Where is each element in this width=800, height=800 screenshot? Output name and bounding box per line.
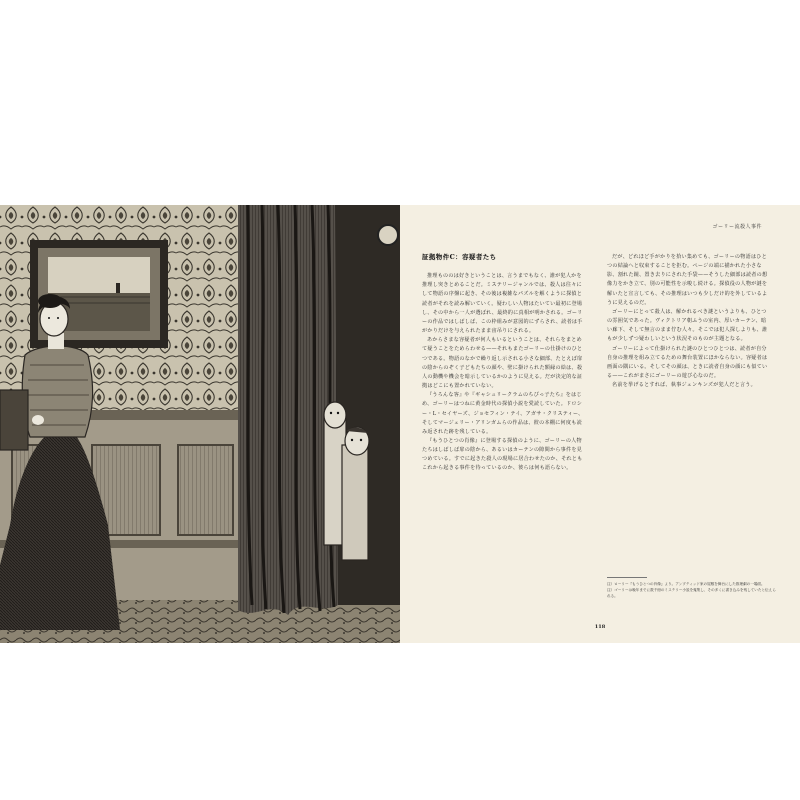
section-heading: 証拠物件C：容疑者たち xyxy=(422,253,497,261)
curtain xyxy=(238,205,338,615)
paragraph: だが、どれほど手がかりを拾い集めても、ゴーリーの物語はひとつの結論へと収束することを拒む。ページの端に描かれた小さな影、割れた鏡、置き去りにされた手袋——そうした細部は読者の想像力をかき立て、別の可能性を示唆し続ける。探偵役の人物が謎を解いたと宣言しても、その推理はいつも少しだけ的を外しているように見えるのだ。 xyxy=(607,254,768,306)
footnote: 注）ローリー『もうひとつの肖像』より。アンプティッド家の屋敷を舞台にした推理劇の一場面。 xyxy=(607,582,765,586)
book-spread xyxy=(0,205,800,643)
text-page xyxy=(400,205,800,643)
paragraph: あからさまな容疑者が何人もいるということは、それらをまとめて疑うことをためらわせる——それもまたゴーリーの仕掛けのひとつである。物語のなかで繰り返し示される小さな細部、たとえば扉の陰からのぞく子どもたちの顔や、壁に掛けられた額縁の絵は、殺人の動機や機会を暗示しているかのように見える。だが決定的な証拠はどこにも置かれていない。 xyxy=(422,337,583,390)
page-number: 118 xyxy=(594,624,606,630)
paragraph: ゴーリーによって仕掛けられた謎のひとつひとつは、読者が自分自身の推理を組み立てるための舞台装置にほかならない。容疑者は画面の隅にいる。そしてその顔は、ときに読者自身の顔にも似ている——これがまさにゴーリーの遊び心なのだ。 xyxy=(607,345,768,380)
running-head: ゴーリー流殺人事件 xyxy=(712,224,762,230)
footnotes xyxy=(607,577,777,599)
paragraph: 推理もののは好きということは、言うまでもなく、誰が犯人かを推理し突きとめることだ。ミステリージャンルでは、殺人は往々にして物語の序盤に起き、その後は複雑なパズルを解くように探偵と読者がそれを読み解いていく。疑わしい人物はたいてい最初に登場し、その中から一人が選ばれ、最終的に真相が明かされる。ゴーリーの作品ではしばしば、この枠組みが意図的にずらされ、読者は手がかりだけを与えられたまま宙吊りにされる。 xyxy=(422,273,583,335)
paragraph: ゴーリーにとって殺人は、解かれるべき謎というよりも、ひとつの雰囲気であった。ヴィクトリア朝ふうの室内、厚いカーテン、暗い廊下、そして無言のまま佇む人々。そこでは犯人探しよりも、誰もが少しずつ疑わしいという状況そのものが主題となる。 xyxy=(607,308,768,343)
right-text-column xyxy=(607,253,769,390)
left-text-column xyxy=(422,253,584,474)
paragraph: 名前を挙げるとすれば、執事ジェンキンズが犯人だと言う。 xyxy=(612,382,756,389)
footnote-rule xyxy=(607,577,647,578)
footnote: 注）ゴーリーは晩年までに数千冊のミステリー小説を蒐集し、その多くに書き込みを残していたと伝えられる。 xyxy=(607,588,776,599)
paragraph: 『もうひとつの肖像』に登場する探偵のように、ゴーリーの人物たちはしばしば扉の陰から、あるいはカーテンの隙間から事件を見つめている。すでに起きた殺人の現場に居合わせたのか、それともこれから起きる事件を待っているのか、彼らは何も語らない。 xyxy=(422,437,583,472)
wall-lamp xyxy=(378,225,398,245)
illustration xyxy=(0,205,400,643)
paragraph: 『うろんな客』や『ギャシュリークラムのちびっ子たち』をはじめ、ゴーリーはつねに黄金時代の探偵小説を愛読していた。ドロシー・L・セイヤーズ、ジョセフィン・テイ、アガサ・クリスティー、そしてマージェリー・アリンガムらの作品は、彼の本棚に何度も読み返された跡を残している。 xyxy=(422,392,584,435)
